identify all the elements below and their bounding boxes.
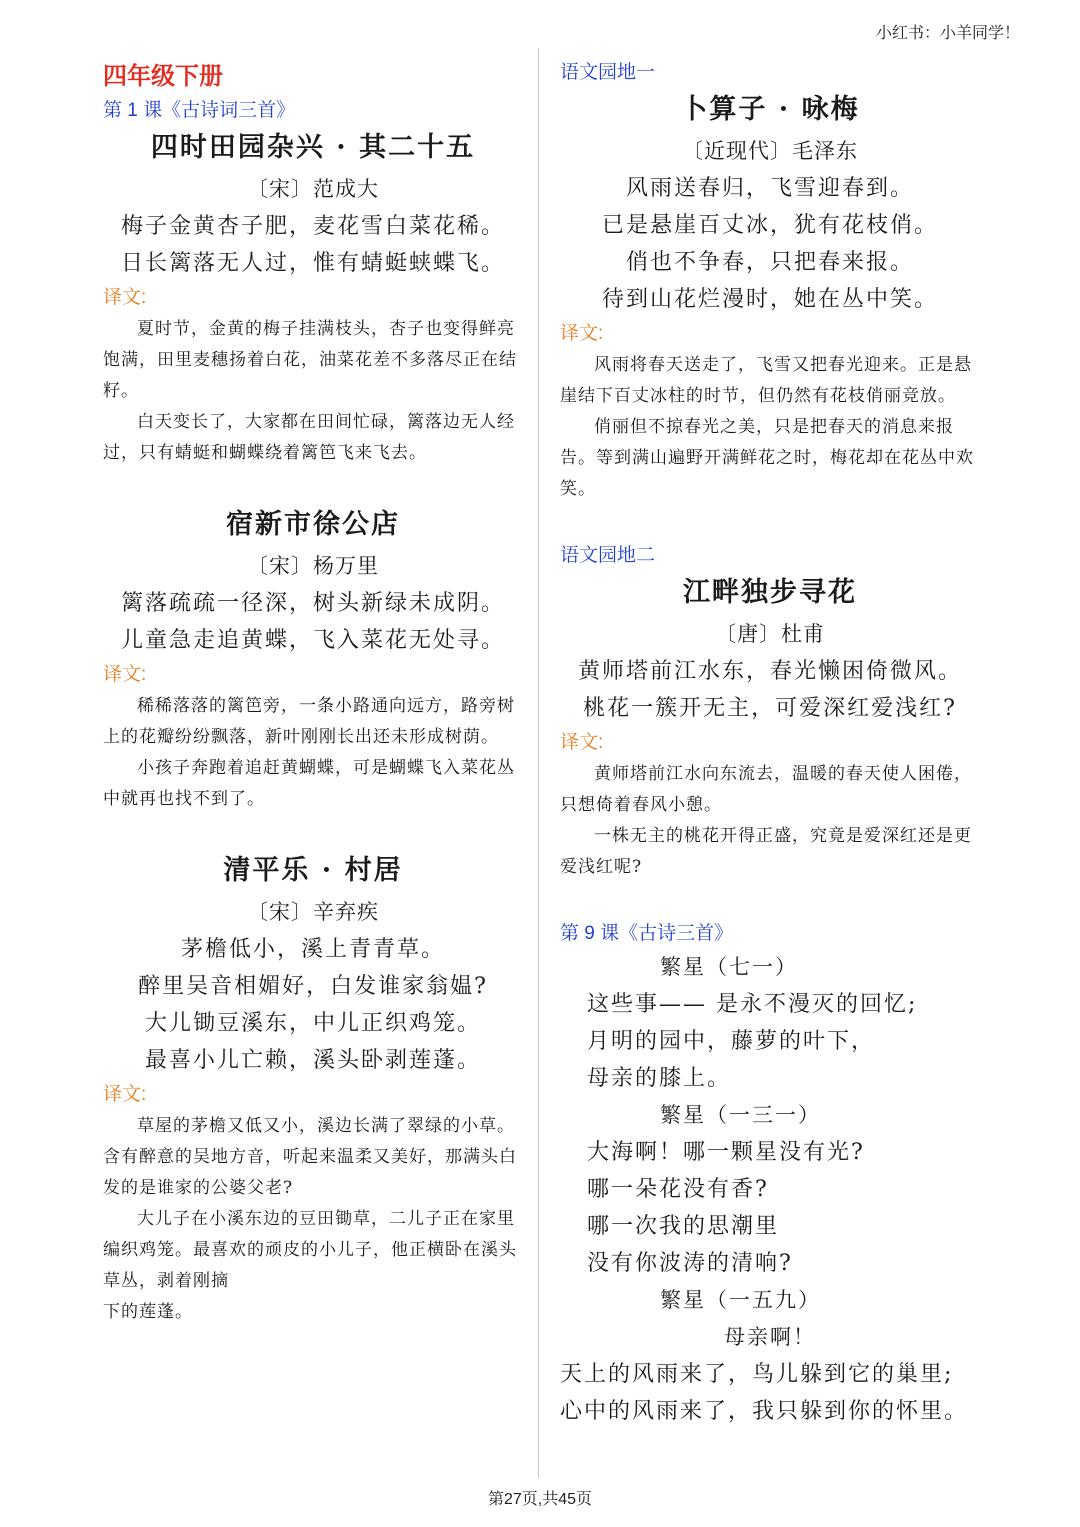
poem-line: 俏也不争春，只把春来报。	[625, 250, 914, 275]
poem-line: 儿童急走追黄蝶，飞入菜花无处寻。	[120, 628, 505, 653]
translation-paragraph: 小孩子奔跑着追赶黄蝴蝶，可是蝴蝶飞入菜花丛中就再也找不到了。	[103, 758, 515, 809]
poem-line: 天上的风雨来了，鸟儿躲到它的巢里;	[560, 1362, 954, 1387]
poem-title: 清平乐 · 村居	[223, 855, 403, 886]
section-yuwen-yuandi-1	[560, 58, 980, 505]
translation-label: 译文:	[560, 732, 604, 753]
translation-label: 译文:	[103, 287, 147, 308]
poem-title: 卜算子 · 咏梅	[680, 94, 860, 125]
page-number: 第27页,共45页	[487, 1491, 593, 1508]
poem-line: 篱落疏疏一径深，树头新绿未成阴。	[120, 591, 505, 616]
left-column	[103, 58, 523, 1328]
translation-paragraph: 下的莲蓬。	[103, 1302, 193, 1322]
poem-su-xin-shi	[103, 503, 523, 815]
poem-line: 心中的风雨来了，我只躲到你的怀里。	[560, 1399, 969, 1424]
poem-line: 母亲啊！	[724, 1325, 816, 1349]
poem-line: 醉里吴音相媚好，白发谁家翁媪?	[138, 974, 488, 999]
section-label: 第 9 课《古诗三首》	[560, 923, 734, 944]
poem-qing-ping-le	[103, 849, 523, 1328]
poem-line: 梅子金黄杏子肥，麦花雪白菜花稀。	[120, 214, 505, 239]
poem-line: 最喜小儿亡赖，溪头卧剥莲蓬。	[144, 1048, 481, 1073]
lesson-heading: 第 1 课《古诗词三首》	[103, 100, 296, 121]
poem-line: 待到山花烂漫时，她在丛中笑。	[601, 287, 938, 312]
poem-title: 江畔独步寻花	[683, 577, 857, 608]
poem-line: 茅檐低小，溪上青青草。	[180, 937, 445, 962]
poem-line: 月明的园中，藤萝的叶下，	[587, 1029, 876, 1054]
section-yuwen-yuandi-2	[560, 541, 980, 883]
translation-label: 译文:	[103, 664, 147, 685]
poem-title: 繁星（七一）	[660, 955, 798, 979]
section-label: 语文园地二	[560, 545, 656, 566]
poem-line: 大海啊！哪一颗星没有光?	[587, 1140, 865, 1165]
translation-paragraph: 俏丽但不掠春光之美，只是把春天的消息来报告。等到满山遍野开满鲜花之时，梅花却在花丛中欢笑。	[560, 417, 974, 499]
right-column	[560, 58, 980, 1430]
poem-line: 大儿锄豆溪东，中儿正织鸡笼。	[144, 1011, 481, 1036]
poem-author: 〔宋〕范成大	[247, 177, 379, 201]
poem-author: 〔近现代〕毛泽东	[682, 139, 858, 163]
translation-paragraph: 白天变长了，大家都在田间忙碌，篱落边无人经过，只有蜻蜓和蝴蝶绕着篱笆飞来飞去。	[103, 412, 515, 463]
poem-line: 母亲的膝上。	[587, 1066, 732, 1091]
poem-title: 繁星（一三一）	[660, 1103, 821, 1127]
translation-paragraph: 草屋的茅檐又低又小，溪边长满了翠绿的小草。含有醉意的吴地方音，听起来温柔又美好，那满头白发的是谁家的公婆父老?	[103, 1116, 517, 1198]
poem-title: 宿新市徐公店	[226, 509, 400, 540]
poem-author: 〔唐〕杜甫	[715, 622, 825, 646]
poem-author: 〔宋〕杨万里	[247, 554, 379, 578]
watermark: 小红书：小羊同学！	[875, 25, 1020, 42]
translation-paragraph: 一株无主的桃花开得正盛，究竟是爱深红还是更爱浅红呢?	[560, 826, 972, 877]
poem-line: 桃花一簇开无主，可爱深红爱浅红?	[583, 696, 957, 721]
poem-line: 哪一次我的思潮里	[587, 1214, 780, 1239]
section-label: 语文园地一	[560, 62, 656, 83]
translation-paragraph: 夏时节，金黄的梅子挂满枝头，杏子也变得鲜亮饱满，田里麦穗扬着白花，油菜花差不多落尽正在结籽。	[103, 319, 517, 401]
grade-heading: 四年级下册	[103, 63, 223, 90]
translation-label: 译文:	[560, 323, 604, 344]
poem-line: 这些事—— 是永不漫灭的回忆;	[587, 992, 918, 1017]
poem-line: 日长篱落无人过，惟有蜻蜓蛱蝶飞。	[120, 251, 505, 276]
poem-title: 繁星（一五九）	[660, 1288, 821, 1312]
translation-paragraph: 稀稀落落的篱笆旁，一条小路通向远方，路旁树上的花瓣纷纷飘落，新叶刚刚长出还未形成树荫。	[103, 696, 515, 747]
poem-line: 哪一朵花没有香?	[587, 1177, 769, 1202]
section-lesson-9	[560, 919, 980, 1430]
translation-label: 译文:	[103, 1084, 147, 1105]
translation-paragraph: 风雨将春天送走了，飞雪又把春光迎来。正是悬崖结下百丈冰柱的时节，但仍然有花枝俏丽竞放。	[560, 355, 972, 406]
poem-title: 四时田园杂兴 · 其二十五	[150, 132, 476, 163]
poem-si-shi-tian-yuan	[103, 126, 523, 469]
column-divider	[538, 48, 539, 1478]
translation-paragraph: 大儿子在小溪东边的豆田锄草，二儿子正在家里编织鸡笼。最喜欢的顽皮的小儿子，他正横卧在溪头草丛，剥着刚摘	[103, 1209, 517, 1291]
poem-line: 风雨送春归，飞雪迎春到。	[625, 176, 914, 201]
translation-paragraph: 黄师塔前江水向东流去，温暖的春天使人困倦，只想倚着春风小憩。	[560, 764, 972, 815]
poem-line: 已是悬崖百丈冰，犹有花枝俏。	[601, 213, 938, 238]
poem-line: 没有你波涛的清响?	[587, 1251, 793, 1276]
poem-author: 〔宋〕辛弃疾	[247, 900, 379, 924]
poem-line: 黄师塔前江水东，春光懒困倚微风。	[577, 659, 962, 684]
